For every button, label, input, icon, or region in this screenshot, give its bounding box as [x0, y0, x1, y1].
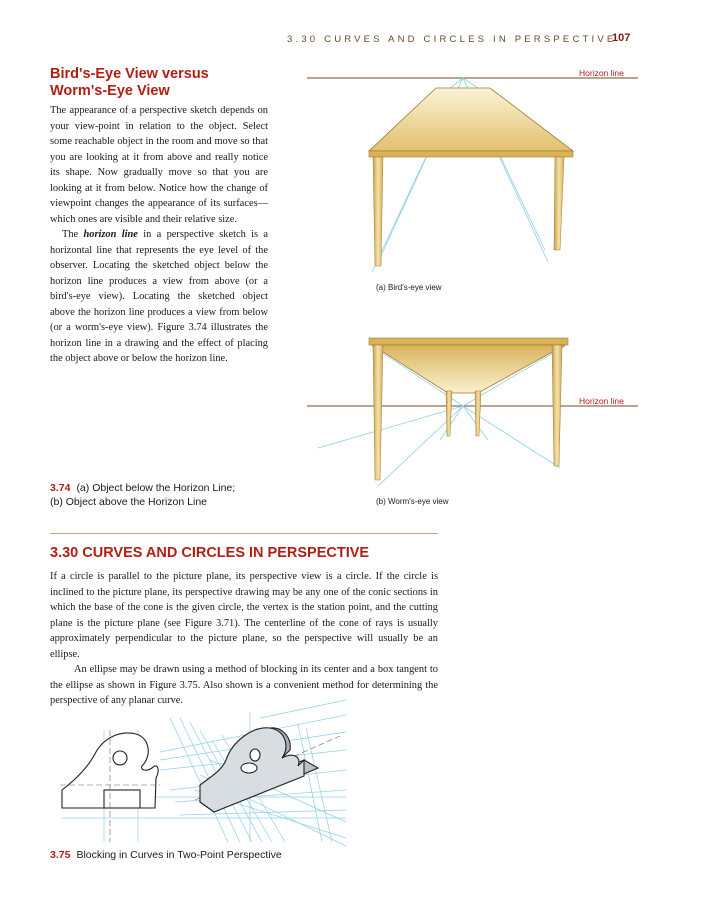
horizon-label-b: Horizon line — [579, 396, 624, 406]
figure-3-75-caption — [50, 848, 450, 862]
section-paragraph-1: If a circle is parallel to the picture plane, its perspective view is a circle. If the circle is inclined to the picture plane, its perspective drawing may be any one of the conic sections in which the base of the cone is the given circle, the vertex is the station point, and the cutting plane is the picture plane (see Figure 3.71). The centerline of the cone of rays is usually approximately perpendicular to the picture plane, so the perspective will usually be an ellipse. — [50, 571, 438, 660]
sidebar-heading-line1: Bird's-Eye View versus — [50, 66, 209, 82]
figure-number-3-75: 3.75 — [50, 849, 71, 861]
running-head-title: 3.30 CURVES AND CIRCLES IN PERSPECTIVE — [287, 34, 617, 45]
horizon-label-a: Horizon line — [579, 68, 624, 78]
worms-eye-label: (b) Worm's-eye view — [376, 497, 449, 506]
paragraph-2-rest: in a perspective sketch is a horizontal line that represents the eye level of the observer. Locating the sketched object below the horizon line produces a view from above (or a bird's-eye view). Locating the sketched object above the horizon line produces a view from below (or a worm's-eye view). Figure 3.74 illustrates the horizon line in a drawing and the effect of placing the object above or below the horizon line. — [50, 229, 268, 364]
sidebar-heading-line2: Worm's-Eye View — [50, 83, 170, 99]
birds-eye-label: (a) Bird's-eye view — [376, 283, 442, 292]
caption-text-2: (b) Object above the Horizon Line — [50, 496, 208, 508]
section-paragraph-2: An ellipse may be drawn using a method of blocking in its center and a box tangent to the ellipse as shown in Figure 3.75. Also shown is a convenient method for determining the perspective of any planar curve. — [50, 664, 438, 706]
paragraph-2-lead: The — [62, 229, 84, 240]
caption-text-1: (a) Object below the Horizon Line; — [76, 482, 236, 494]
caption-text-375: Blocking in Curves in Two-Point Perspective — [76, 849, 282, 861]
horizon-line-term: horizon line — [83, 229, 138, 240]
sidebar-paragraph-1: The appearance of a perspective sketch depends on your view-point in relation to the object. Select some reachable object in the room and move so that you are looking at it from above and really notice its shape. Now gradually move so that you are looking at it from below. Notice how the change of viewpoint changes the appearance of its surfaces—which ones are visible and their relative size. — [50, 105, 268, 225]
page-number: 107 — [612, 32, 631, 44]
section-title: 3.30 CURVES AND CIRCLES IN PERSPECTIVE — [50, 545, 370, 561]
figure-number-3-74: 3.74 — [50, 482, 71, 494]
